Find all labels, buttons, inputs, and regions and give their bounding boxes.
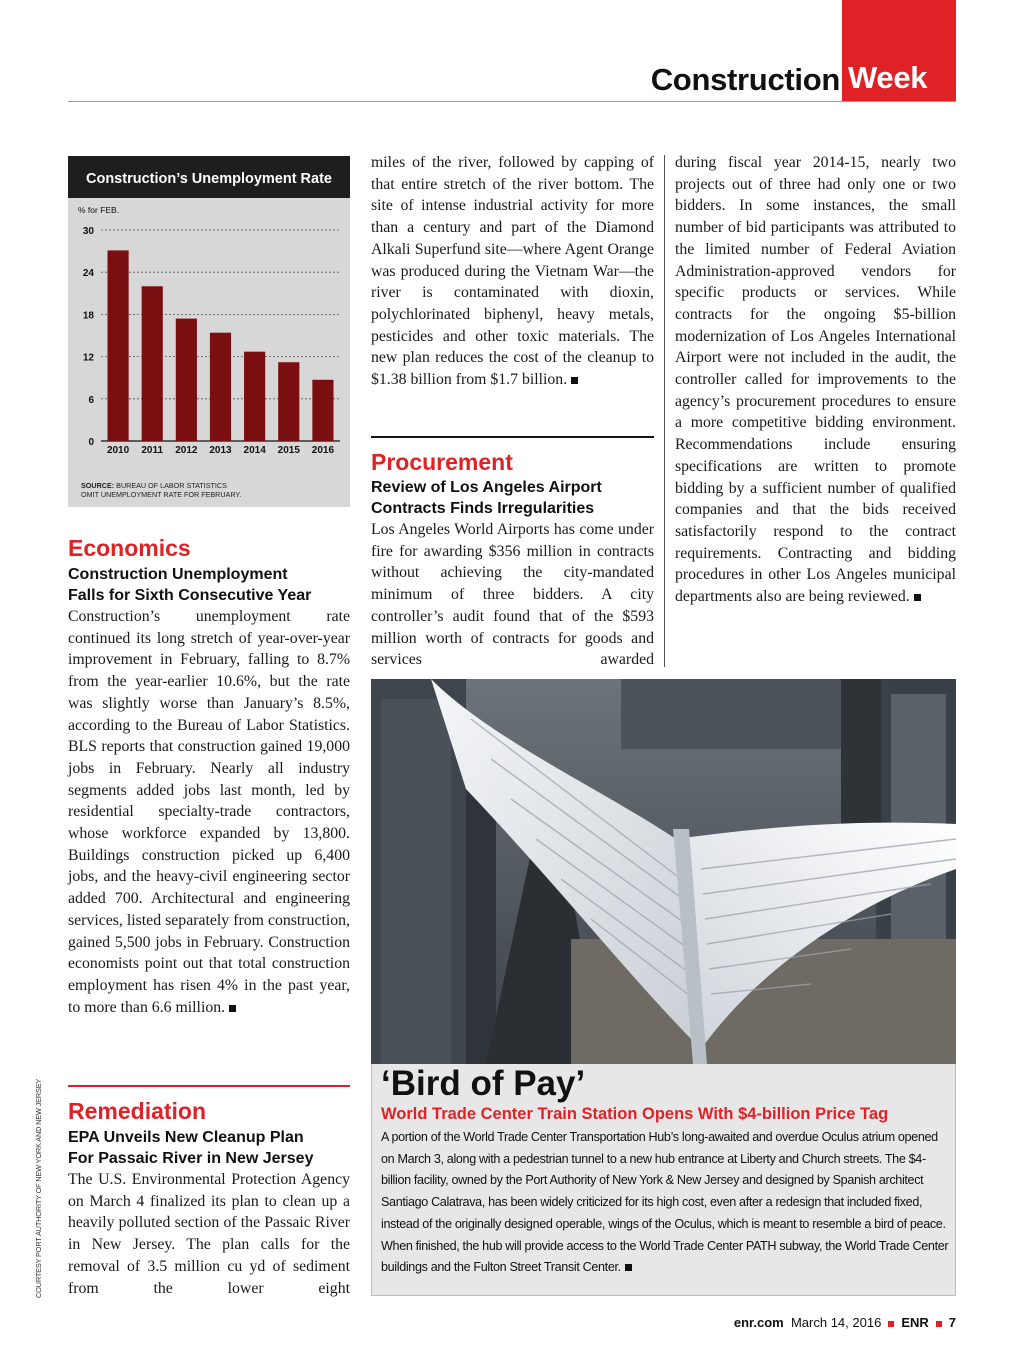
procurement-rule xyxy=(371,436,654,438)
footer-separator xyxy=(936,1321,942,1327)
section-tag xyxy=(842,0,956,102)
chart-y-tick: 18 xyxy=(82,310,94,322)
page-footer xyxy=(734,1315,956,1330)
chart-bar xyxy=(244,352,265,441)
remediation-body-col2 xyxy=(371,152,654,391)
end-mark xyxy=(625,1264,632,1271)
header-divider xyxy=(68,101,956,102)
remediation-section-title: Remediation xyxy=(68,1098,207,1124)
chart-plot xyxy=(68,198,350,478)
procurement-body-col3-text: during fiscal year 2014-15, nearly two projects out of three had only one or two bidders. In some instances, the small number of bid participants was attributed to the limited number of Federal Aviation Administration-approved vendors for specific products or services. While contracts for the ongoing $5-billion modernization of Los Angeles International Airport were not included in the audit, the controller called for improvements to the agency’s procurement procedures to ensure a more competitive bidding environment. Recommendations include ensuring specifications are written to promote bidding by a sufficient number of qualified companies and that the bids received satisfactorily respond to the contract requirements. Contracting and bidding procedures in other Los Angeles municipal departments also are being reviewed. xyxy=(675,154,956,606)
footer-site: enr.com xyxy=(733,1315,784,1330)
chart-bar xyxy=(176,319,197,441)
remediation-headline-line2: For Passaic River in New Jersey xyxy=(68,1150,314,1167)
page-number: 7 xyxy=(948,1315,956,1330)
chart-y-tick: 12 xyxy=(82,352,94,364)
photo-credit: COURTESY PORT AUTHORITY OF NEW YORK AND NEW JERSEY xyxy=(34,1078,43,1298)
end-mark xyxy=(914,594,921,601)
procurement-section-title: Procurement xyxy=(371,449,513,475)
procurement-body-col2: Los Angeles World Airports has come under fire for awarding $356 million in contracts without achieving the city-mandated minimum of three bidders. A city controller’s audit found that of the $593 million worth of contracts for goods and services awarded xyxy=(371,521,654,669)
remediation-headline-line1: EPA Unveils New Cleanup Plan xyxy=(68,1129,304,1146)
chart-bar xyxy=(278,362,299,441)
chart-x-tick: 2015 xyxy=(277,445,300,456)
footer-brand: ENR xyxy=(901,1315,929,1330)
chart-y-tick: 30 xyxy=(82,226,94,237)
chart-bar xyxy=(210,333,231,441)
chart-y-tick: 6 xyxy=(88,394,94,406)
chart-y-tick: 24 xyxy=(82,268,94,280)
procurement-body-col3 xyxy=(675,152,956,608)
procurement-headline-line1: Review of Los Angeles Airport xyxy=(371,479,602,496)
photo-caption xyxy=(381,1127,951,1279)
remediation-rule xyxy=(68,1085,350,1087)
oculus-photo xyxy=(371,679,956,1064)
photo-caption-text: A portion of the World Trade Center Transportation Hub’s long-awaited and overdue Oculus atrium opened on March 3, along with a pedestrian tunnel to a new hub entrance at Liberty and Church streets. The $4-billion facility, owned by the Port Authority of New York & New Jersey and designed by Spanish architect Santiago Calatrava, has been widely criticized for its high cost, even after a redesign that included fixed, instead of the originally designed operable, wings of the Oculus, which is meant to resemble a bird of peace. When finished, the hub will provide access to the World Trade Center PATH subway, the World Trade Center buildings and the Fulton Street Transit Center. xyxy=(381,1130,949,1275)
end-mark xyxy=(571,377,578,384)
column-divider xyxy=(664,155,665,667)
economics-body xyxy=(68,606,350,1018)
chart-x-tick: 2012 xyxy=(175,445,198,456)
chart-bar xyxy=(312,380,333,441)
oculus-illustration xyxy=(371,679,956,1064)
unemployment-chart xyxy=(68,156,350,507)
chart-x-tick: 2016 xyxy=(311,445,335,456)
economics-body-text: Construction’s unemployment rate continued its long stretch of year-over-year improvement in February, falling to 8.7% from the year-earlier 10.6%, but the rate was slightly worse than January’s 8.5%, according to the Bureau of Labor Statistics. BLS reports that construction gained 19,000 jobs in February. Nearly all industry segments added jobs last month, led by residential specialty-trade contractors, whose workforce expanded by 13,800. Buildings construction picked up 6,400 jobs, and the heavy-civil engineering sector added 700. Architectural and engineering services, listed separately from construction, gained 5,500 jobs in February. Construction economists point out that total construction employment has risen 4% in the past year, to more than 6.6 million. xyxy=(68,608,350,1016)
chart-y-tick: 0 xyxy=(88,437,94,448)
chart-y-unit: % for FEB. xyxy=(78,205,120,215)
chart-bar xyxy=(142,286,163,441)
chart-title: Construction’s Unemployment Rate xyxy=(68,156,350,198)
remediation-body-col2-text: miles of the river, followed by capping of that entire stretch of the river bottom. The site of intense industrial activity for more than a century and part of the Diamond Alkali Superfund site—where Agent Orange was produced during the Vietnam War—the river is contaminated with dioxin, polychlorinated biphenyl, heavy metals, pesticides and other toxic materials. The new plan reduces the cost of the cleanup to $1.38 billion from $1.7 billion. xyxy=(371,154,654,389)
photo-caption-box xyxy=(371,1064,956,1296)
chart-x-tick: 2013 xyxy=(209,445,232,456)
economics-section-title: Economics xyxy=(68,535,191,561)
chart-source-note: OMIT UNEMPLOYMENT RATE FOR FEBRUARY. xyxy=(81,490,242,499)
procurement-headline-line2: Contracts Finds Irregularities xyxy=(371,500,595,517)
footer-separator xyxy=(888,1321,894,1327)
photo-subtitle: World Trade Center Train Station Opens With $4-billion Price Tag xyxy=(381,1105,889,1123)
section-title: Construction xyxy=(650,62,840,97)
chart-source-text: BUREAU OF LABOR STATISTICS xyxy=(116,481,227,490)
economics-headline-line2: Falls for Sixth Consecutive Year xyxy=(68,587,312,604)
footer-date: March 14, 2016 xyxy=(790,1315,882,1330)
economics-headline-line1: Construction Unemployment xyxy=(68,566,288,583)
photo-title: ‘Bird of Pay’ xyxy=(381,1064,586,1103)
remediation-body-col1: The U.S. Environmental Protection Agency on March 4 finalized its plan to clean up a heavily polluted section of the Passaic River in New Jersey. The plan calls for the removal of 3.5 million cu yd of sediment from the lower eight xyxy=(68,1171,350,1297)
chart-source-label: SOURCE: xyxy=(81,481,115,490)
chart-x-tick: 2011 xyxy=(141,445,164,456)
chart-source xyxy=(81,481,241,499)
end-mark xyxy=(229,1005,236,1012)
chart-bar xyxy=(107,250,128,441)
chart-x-tick: 2014 xyxy=(243,445,266,456)
section-tag-label: Week xyxy=(848,60,928,95)
chart-x-tick: 2010 xyxy=(106,445,130,456)
